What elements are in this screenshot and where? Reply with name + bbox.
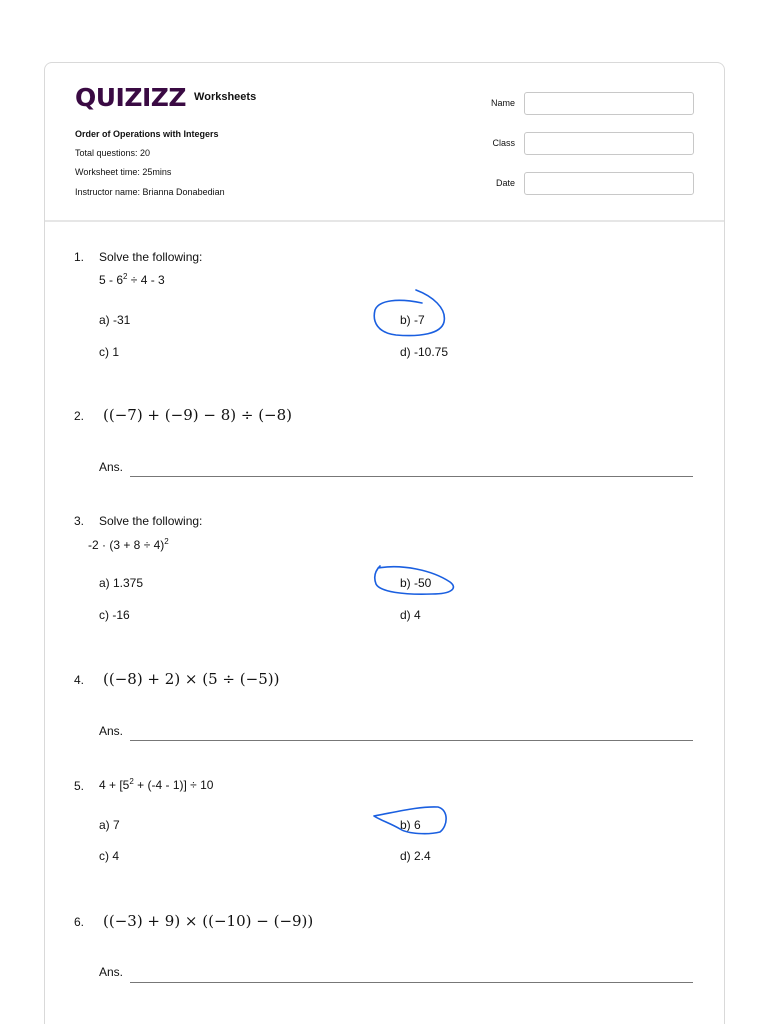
question-5-expression: $4 + [5^2 + (-4 - 1)] \div 10$ xyxy=(99,777,214,792)
question-4-answer-line[interactable] xyxy=(130,740,693,741)
question-6-number: 6. xyxy=(74,915,85,929)
total-questions: Total questions: 20 xyxy=(75,148,151,158)
question-3-expression: $-2 \cdot (3 + 8 \div 4)^2$ xyxy=(88,537,169,552)
instructor-name: Instructor name: Brianna Donabedian xyxy=(75,187,225,197)
question-5-option-b[interactable]: b) 6 xyxy=(400,818,421,832)
question-1-prompt: Solve the following: xyxy=(99,250,203,264)
question-3-option-d[interactable]: d) 4 xyxy=(400,608,421,622)
question-1-number: 1. xyxy=(74,250,85,264)
question-2-number: 2. xyxy=(74,409,85,423)
name-label: Name xyxy=(490,98,515,108)
date-label: Date xyxy=(495,178,515,188)
question-2-expression: ((−7) + (−9) − 8) ÷ (−8) xyxy=(103,406,293,424)
question-2-answer-line[interactable] xyxy=(130,476,693,477)
question-3-number: 3. xyxy=(74,514,85,528)
question-1-option-c[interactable]: c) 1 xyxy=(99,345,120,359)
class-field[interactable] xyxy=(524,132,694,155)
quizizz-logo xyxy=(75,83,256,112)
question-6-answer-line[interactable] xyxy=(130,982,693,983)
worksheet-title: Order of Operations with Integers xyxy=(75,129,219,139)
question-5-option-c[interactable]: c) 4 xyxy=(99,849,120,863)
class-label: Class xyxy=(492,138,515,148)
worksheet-time: Worksheet time: 25mins xyxy=(75,167,172,177)
logo-subtitle: Worksheets xyxy=(194,91,257,103)
question-1-expression: $5 - 6^2 \div 4 - 3$ xyxy=(99,272,165,287)
question-4-number: 4. xyxy=(74,673,85,687)
question-4-expression: ((−8) + 2) × (5 ÷ (−5)) xyxy=(103,670,280,688)
question-3-option-b[interactable]: b) -50 xyxy=(400,576,432,590)
worksheet-header xyxy=(45,63,724,222)
question-3-prompt: Solve the following: xyxy=(99,514,203,528)
question-6-answer-label: Ans. xyxy=(99,965,124,979)
question-5-number: 5. xyxy=(74,779,85,793)
name-field[interactable] xyxy=(524,92,694,115)
question-4-answer-label: Ans. xyxy=(99,724,124,738)
question-3-option-a[interactable]: a) 1.375 xyxy=(99,576,144,590)
question-1-option-d[interactable]: d) -10.75 xyxy=(400,345,449,359)
question-6-expression: ((−3) + 9) × ((−10) − (−9)) xyxy=(103,912,314,930)
logo-wordmark: QUIZIZZ xyxy=(75,83,187,112)
date-field[interactable] xyxy=(524,172,694,195)
question-5-option-a[interactable]: a) 7 xyxy=(99,818,120,832)
question-3-option-c[interactable]: c) -16 xyxy=(99,608,130,622)
question-1-option-b[interactable]: b) -7 xyxy=(400,313,425,327)
question-5-option-d[interactable]: d) 2.4 xyxy=(400,849,431,863)
question-1-option-a[interactable]: a) -31 xyxy=(99,313,131,327)
question-2-answer-label: Ans. xyxy=(99,460,124,474)
